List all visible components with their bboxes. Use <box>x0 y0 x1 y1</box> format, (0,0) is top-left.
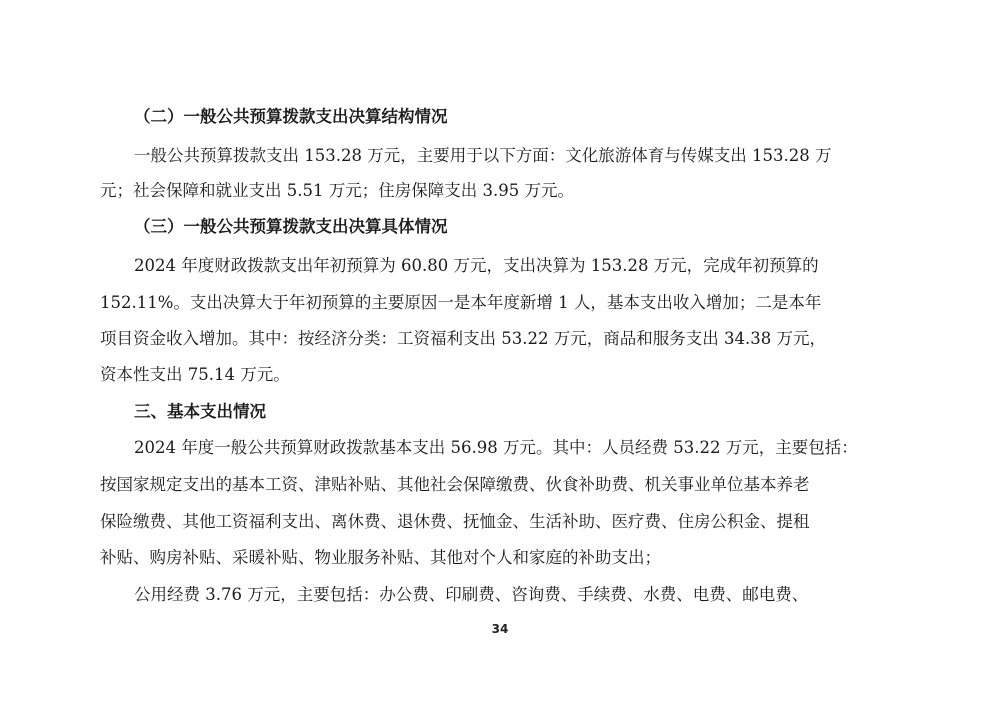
page-number: 34 <box>491 622 509 636</box>
section-heading-details: （三）一般公共预算拨款支出决算具体情况 <box>134 217 448 236</box>
paragraph-line: 资本性支出 75.14 万元。 <box>100 365 290 384</box>
paragraph-line: 补贴、购房补贴、采暖补贴、物业服务补贴、其他对个人和家庭的补助支出； <box>100 548 661 567</box>
paragraph-line: 公用经费 3.76 万元，主要包括：办公费、印刷费、咨询费、手续费、水费、电费、邮电费、 <box>134 585 809 604</box>
paragraph-line: 152.11%。支出决算大于年初预算的主要原因一是本年度新增 1 人，基本支出收入增加；二是本年 <box>100 293 822 312</box>
section-heading-structure: （二）一般公共预算拨款支出决算结构情况 <box>134 107 448 126</box>
paragraph-line: 2024 年度一般公共预算财政拨款基本支出 56.98 万元。其中：人员经费 53.22 万元，主要包括： <box>134 438 858 457</box>
paragraph-line: 元；社会保障和就业支出 5.51 万元；住房保障支出 3.95 万元。 <box>100 181 574 200</box>
paragraph-line: 一般公共预算拨款支出 153.28 万元，主要用于以下方面：文化旅游体育与传媒支出 153.28 万 <box>134 146 832 165</box>
paragraph-line: 项目资金收入增加。其中：按经济分类：工资福利支出 53.22 万元，商品和服务支出 34.38 万元， <box>100 329 826 348</box>
section-heading-basic-expenditure: 三、基本支出情况 <box>134 402 266 421</box>
paragraph-line: 2024 年度财政拨款支出年初预算为 60.80 万元，支出决算为 153.28 万元，完成年初预算的 <box>134 256 819 275</box>
paragraph-line: 按国家规定支出的基本工资、津贴补贴、其他社会保障缴费、伙食补助费、机关事业单位基本养老 <box>100 475 810 494</box>
paragraph-line: 保险缴费、其他工资福利支出、离休费、退休费、抚恤金、生活补助、医疗费、住房公积金、提租 <box>100 512 810 531</box>
